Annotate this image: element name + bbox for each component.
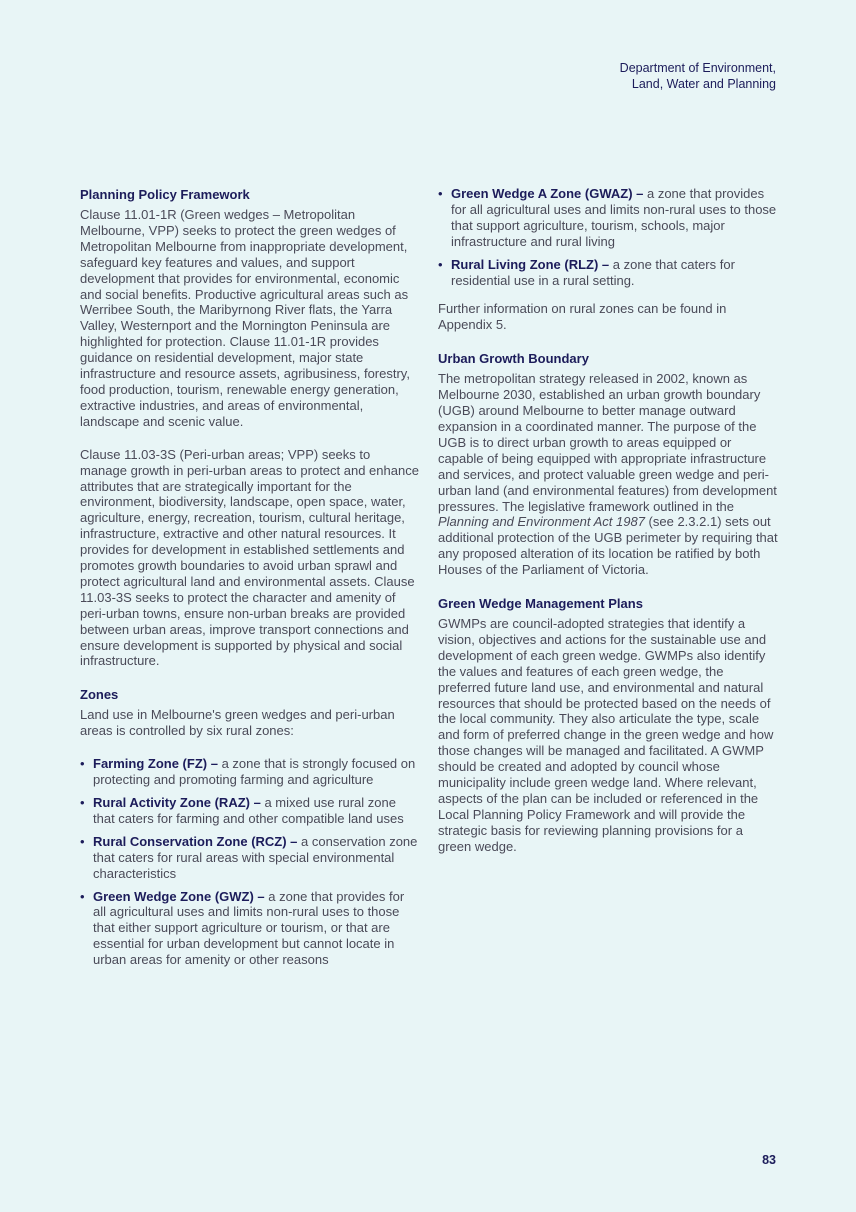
- page-header: [620, 60, 776, 92]
- act-title: Planning and Environment Act 1987: [438, 514, 645, 530]
- header-department-line2: Land, Water and Planning: [631, 77, 776, 91]
- zone-term: Farming Zone (FZ) –: [93, 756, 218, 772]
- zone-list-item: • Green Wedge A Zone (GWAZ) – a zone that provides for all agricultural uses and limits non-rural uses to those that support agriculture, tourism, schools, major infrastructure and rural living: [438, 186, 777, 249]
- zone-list-item: • Rural Activity Zone (RAZ) – a mixed use rural zone that caters for farming and other compatible land uses: [80, 795, 404, 826]
- green-wedge-management-plans-section: [438, 595, 778, 855]
- ugb-paragraph: [438, 371, 778, 578]
- zones-section: [80, 686, 420, 968]
- zones-list: [80, 756, 420, 968]
- urban-growth-boundary-heading: Urban Growth Boundary: [438, 351, 589, 367]
- zone-list-item: • Green Wedge Zone (GWZ) – a zone that provides for all agricultural uses and limits non-rural uses to those that either support agriculture or tourism, or that are essential for urban development but cannot locate in urban areas for amenity or other reasons: [80, 888, 405, 968]
- ppf-paragraph-1: Clause 11.01-1R (Green wedges – Metropolitan Melbourne, VPP) seeks to protect the green wedges of Metropolitan Melbourne from inappropriate development, safeguard key features and values, and support development that provides for environmental, economic and social benefits. Productive agricultural areas such as Werribee South, the Maribyrnong River flats, the Yarra Valley, Westernport and the Mornington Peninsula are highlighted for protection. Clause 11.01-1R provides guidance on residential development, major state infrastructure and resource assets, agribusiness, forestry, food production, tourism, renewable energy generation, extractive industries, and areas of environmental, landscape and scenic value.: [80, 207, 410, 429]
- planning-policy-framework-heading: Planning Policy Framework: [80, 187, 250, 202]
- zones-list-continued: [438, 186, 778, 288]
- zones-heading: Zones: [80, 687, 119, 703]
- zone-term: Green Wedge A Zone (GWAZ) –: [451, 186, 644, 201]
- urban-growth-boundary-section: [438, 350, 778, 578]
- zone-description: a mixed use rural zone that caters for farming and other compatible land uses: [93, 795, 404, 826]
- further-information-text: Further information on rural zones can be found in Appendix 5.: [438, 301, 727, 333]
- zone-list-item: • Rural Living Zone (RLZ) – a zone that caters for residential use in a rural setting.: [438, 256, 735, 288]
- ppf-paragraph-2: Clause 11.03-3S (Peri-urban areas; VPP) seeks to manage growth in peri-urban areas to protect and enhance attributes that are strategically important for the environment, biodiversity, landscape, open space, water, agriculture, energy, recreation, tourism, cultural heritage, infrastructure, extractive and other natural resources. It provides for development in established settlements and promotes growth boundaries to avoid urban sprawl and protect agricultural land and environmental assets. Clause 11.03-3S seeks to protect the character and amenity of peri-urban towns, ensure non-urban breaks are provided between urban areas, improve transport connections and ensure development is supported by physical and social infrastructure.: [80, 446, 419, 669]
- page-number: 83: [762, 1153, 776, 1167]
- zone-term: Rural Living Zone (RLZ) –: [451, 256, 610, 272]
- zone-description: a zone that provides for all agricultural uses and limits non-rural uses to those that support agriculture, tourism, schools, major infrastructure and rural living: [451, 186, 777, 249]
- zone-term: Green Wedge Zone (GWZ) –: [93, 888, 265, 904]
- planning-policy-framework-section: [80, 186, 420, 669]
- left-column: [80, 186, 420, 981]
- header-department-line1: Department of Environment,: [619, 61, 776, 75]
- zone-description: a zone that is strongly focused on protecting and promoting farming and agriculture: [93, 756, 416, 788]
- zone-description: a conservation zone that caters for rural areas with special environmental characteristics: [93, 833, 418, 881]
- zone-term: Rural Activity Zone (RAZ) –: [93, 795, 261, 810]
- ugb-text-before: The metropolitan strategy released in 2002, known as Melbourne 2030, established an urban growth boundary (UGB) around Melbourne to better manage outward expansion in a coordinated manner. The purpose of the UGB is to direct urban growth to areas equipped or capable of being equipped with appropriate infrastructure and services, and protect valuable green wedge and peri-urban land (and environmental features) from development pressures. The legislative framework outlined in the: [438, 371, 777, 514]
- zones-intro: Land use in Melbourne's green wedges and peri-urban areas is controlled by six rural zones:: [80, 707, 395, 739]
- ugb-text-after: (see 2.3.2.1) sets out additional protection of the UGB perimeter by requiring that any proposed alteration of its location be ratified by both Houses of the Parliament of Victoria.: [438, 514, 778, 578]
- zone-list-item: • Farming Zone (FZ) – a zone that is strongly focused on protecting and promoting farming and agriculture: [80, 756, 416, 788]
- zone-description: a zone that caters for residential use in a rural setting.: [451, 256, 735, 288]
- gwmp-paragraph: GWMPs are council-adopted strategies that identify a vision, objectives and actions for the sustainable use and development of each green wedge. GWMPs also identify the values and features of each green wedge, the preferred future land use, and environmental and natural resources that should be protected based on the needs of the local community. They also articulate the type, scale and form of preferred change in the green wedge and how those changes will be managed and facilitated. A GWMP should be created and adopted by council whose municipality include green wedge land. Where relevant, aspects of the plan can be included or referenced in the Local Planning Policy Framework and will provide the strategic basis for reviewing planning provisions for a green wedge.: [438, 616, 774, 854]
- zone-term: Rural Conservation Zone (RCZ) –: [93, 833, 298, 849]
- zone-description: a zone that provides for all agricultural uses and limits non-rural uses to those that either support agriculture or tourism, or that are essential for urban development but cannot locate in urban areas for amenity or other reasons: [93, 888, 405, 968]
- gwmp-heading: Green Wedge Management Plans: [438, 596, 643, 612]
- right-column: [438, 186, 778, 872]
- zone-list-item: • Rural Conservation Zone (RCZ) – a conservation zone that caters for rural areas with special environmental characteristics: [80, 833, 418, 881]
